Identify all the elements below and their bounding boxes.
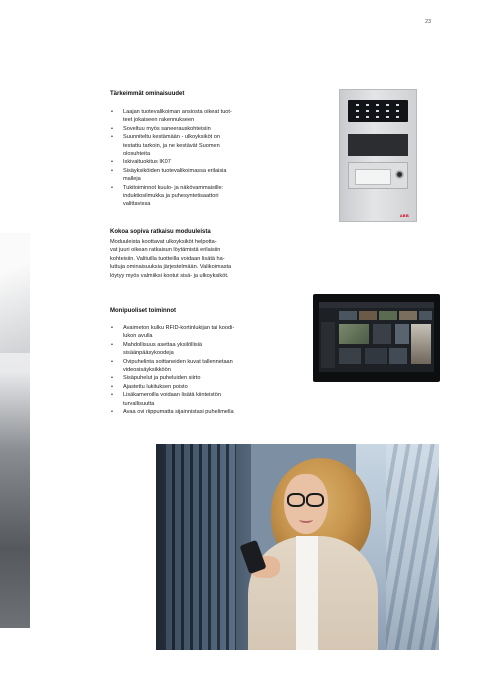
modules-heading: Kokoa sopiva ratkaisu moduuleista: [110, 229, 211, 235]
features-item: • Suunniteltu kestämään - ulkoyksiköt on: [110, 133, 232, 141]
page-number: 23: [425, 19, 432, 25]
functions-item: • Avaa ovi riippumatta sijainnistasi puhelimella: [110, 408, 234, 416]
functions-list: [110, 324, 234, 416]
features-item-cont: teet jokaiseen rakennukseen: [123, 117, 195, 124]
features-list: [110, 108, 232, 209]
functions-item: • Ovipuhelinta soittaneiden kuvat tallennetaan: [110, 358, 234, 366]
panel-tile: [339, 311, 357, 320]
features-item-cont: olosuhteita: [123, 151, 151, 158]
functions-item-cont: lukon avulla: [123, 333, 153, 340]
functions-item: • Avaimeton kulku RFID-kortinlukijan tai koodi-: [110, 324, 234, 332]
panel-screen: [319, 302, 434, 372]
panel-status-bar: [319, 302, 434, 308]
panel-card: [365, 348, 387, 364]
functions-item: • Sisäpuhelut ja puheluiden siirto: [110, 374, 234, 382]
modules-line: Moduuleista koottavat ulkoyksiköt helpotta-: [110, 239, 217, 245]
modules-paragraph: [110, 238, 280, 280]
features-item: • Iskivaltuokitus IK07: [110, 158, 232, 166]
functions-item-cont: turvallisuutta: [123, 400, 155, 407]
functions-item: • Ajastettu lukituksen poisto: [110, 383, 234, 391]
features-item-cont: testattu tarkoin, ja ne kestävät Suomen: [123, 142, 220, 149]
panel-tile: [379, 311, 397, 320]
photo-smile: [299, 516, 313, 523]
modules-line: luttuja ominaisuuksia järjestelmään. Valikoimasta: [110, 264, 232, 271]
photo-glass-facade: [386, 444, 439, 650]
abb-logo: ABB: [399, 213, 409, 218]
camera-lens-icon: [395, 170, 404, 179]
features-item: • Laajan tuotevalikoiman ansiosta oikeat tuot-: [110, 108, 232, 116]
panel-tile: [359, 311, 377, 320]
panel-card: [373, 324, 391, 344]
indoor-panel-image: [313, 294, 440, 382]
modules-line: kohteisiin. Valituilla tuotteilla voidaan lisätä ha-: [110, 255, 225, 262]
functions-item: • Lisäkameroilla voidaan lisätä kiinteistön: [110, 391, 234, 399]
features-item: • Sisäyksiköiden tuotevalikoimassa erilaisia: [110, 167, 232, 175]
speaker-grille: [348, 134, 408, 156]
modules-line: vat juuri oikean ratkaisun löytämistä erilaisiin: [110, 247, 221, 254]
features-heading: Tärkeimmät ominaisuudet: [110, 91, 185, 97]
modules-line: löytyy myös valmiiksi kootut sisä- ja ulkoyksiköt.: [110, 272, 229, 279]
functions-item-cont: videosisäyksikköön: [123, 367, 171, 374]
features-item-cont: malleja: [123, 176, 141, 183]
panel-card: [389, 348, 407, 364]
photo-building-windows: [166, 444, 236, 650]
functions-item-cont: sisäänpääsykoodeja: [123, 350, 174, 357]
door-station-image: [339, 89, 417, 222]
panel-card: [395, 324, 409, 344]
glasses-icon: [306, 493, 324, 507]
keypad-display: [348, 100, 408, 122]
panel-camera-feed: [339, 324, 369, 344]
panel-tile: [419, 311, 432, 320]
camera-module: [348, 162, 408, 189]
features-item: • Tukitoiminnot kuulo- ja näkövammaisille:: [110, 184, 232, 192]
features-item: • Soveltuu myös saneerauskohteisiin: [110, 125, 232, 133]
photo-shirt: [296, 536, 318, 650]
features-item-cont: induktiosilmukka ja puhesyntetisaattori: [123, 193, 219, 200]
woman-with-phone-photo: [156, 444, 439, 650]
functions-item: • Mahdollisuus asettaa yksilöllisiä: [110, 341, 234, 349]
panel-sidebar: [321, 322, 335, 368]
glasses-icon: [287, 493, 305, 507]
features-item-cont: valittavissa: [123, 201, 151, 208]
rfid-reader: [355, 169, 391, 185]
functions-heading: Monipuoliset toiminnot: [110, 308, 176, 314]
panel-door-view: [411, 324, 431, 364]
panel-tile: [399, 311, 417, 320]
panel-card: [339, 348, 361, 364]
architecture-photo-left-highlight: [0, 233, 30, 353]
